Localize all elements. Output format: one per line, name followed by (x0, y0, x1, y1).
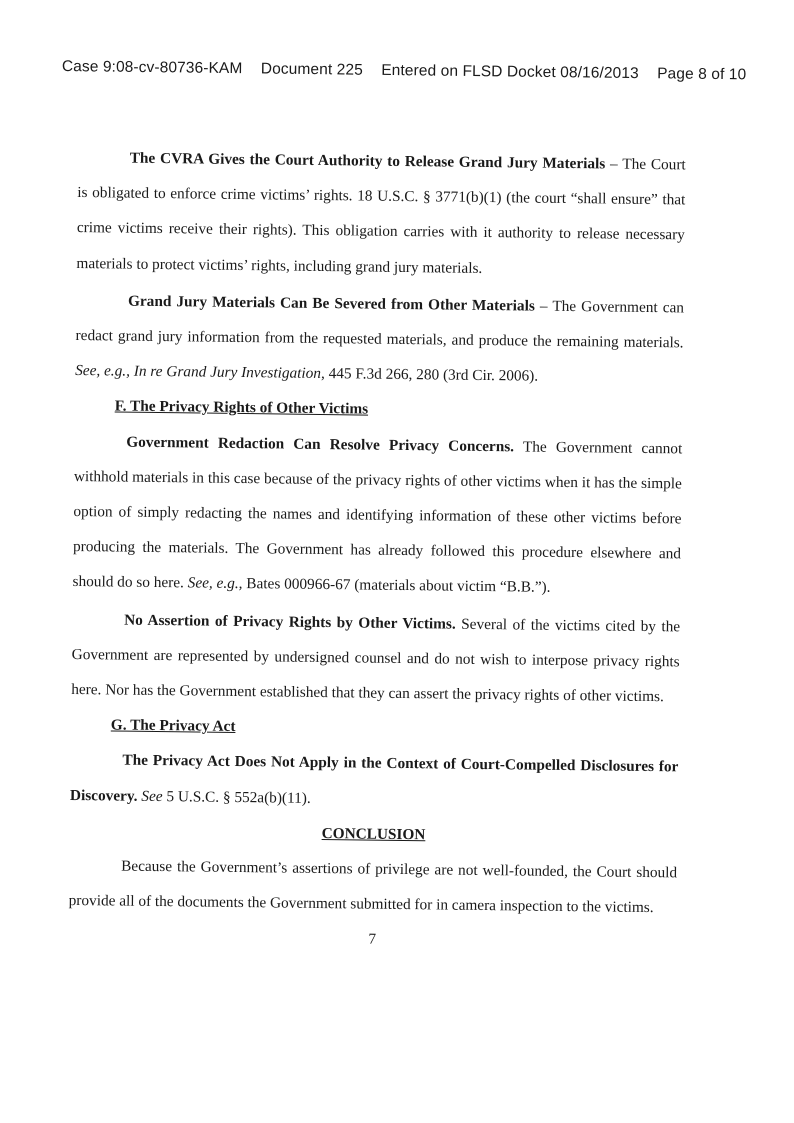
page-number: 7 (368, 931, 377, 949)
lead-cvra: The CVRA Gives the Court Authority to Release Grand Jury Materials (129, 149, 606, 173)
cite-rest-privacy-act: 5 U.S.C. § 552a(b)(11). (162, 787, 311, 807)
text-redaction: The Government cannot withhold materials in this case because of the privacy rights of other victims when it has the simple option of simply redacting the names and identifying information of these other victims before producing the materials. The Government has already followed this procedure elsewhere and should do so here. (72, 437, 683, 592)
cite-rest-severed: , 445 F.3d 266, 280 (3rd Cir. 2006). (320, 365, 539, 385)
page-indicator: Page 8 of 10 (657, 65, 747, 84)
cite-privacy-act: See (137, 787, 163, 805)
document-body (68, 140, 686, 961)
text-cvra: – The Court is obligated to enforce crime victims’ rights. 18 U.S.C. § 3771(b)(1) (the court “shall ensure” that crime victims receive their rights). This obligation carries with it authority to release necessary materials to protect victims’ rights, including grand jury materials. (76, 155, 686, 277)
cite-redaction: See, e.g., (187, 574, 243, 593)
paragraph-no-assertion (71, 602, 680, 715)
paragraph-redaction (72, 424, 682, 607)
lead-redaction: Government Redaction Can Resolve Privacy Concerns. (126, 433, 515, 455)
heading-privacy-act: G. The Privacy Act (110, 716, 236, 736)
lead-no-assertion: No Assertion of Privacy Rights by Other Victims. (124, 611, 456, 633)
case-number: Case 9:08-cv-80736-KAM (61, 58, 243, 78)
paragraph-conclusion: Because the Government’s assertions of privilege are not well-founded, the Court should provide all of the documents the Government submitted for in camera inspection to the victims. (68, 857, 678, 917)
docket-header (61, 58, 747, 84)
text-severed: – The Government can redact grand jury information from the requested materials, and produce the remaining materials. (75, 297, 685, 352)
heading-conclusion: CONCLUSION (321, 824, 426, 844)
paragraph-cvra (76, 140, 686, 288)
document-number: Document 225 (260, 60, 363, 79)
lead-severed: Grand Jury Materials Can Be Severed from Other Materials (127, 292, 535, 315)
heading-privacy-rights: F. The Privacy Rights of Other Victims (114, 397, 369, 418)
paragraph-severed (75, 283, 684, 396)
text-no-assertion: Several of the victims cited by the Government are represented by undersigned counsel and do not wish to interpose privacy rights here. Nor has the Government established that they can assert the privacy rights of other victims. (71, 615, 681, 706)
cite-rest-redaction: Bates 000966-67 (materials about victim “B.B.”). (242, 575, 551, 597)
cite-severed: See, e.g., In re Grand Jury Investigation (75, 362, 322, 383)
lead-privacy-act: The Privacy Act Does Not Apply in the Context of Court-Compelled Disclosures for Discovery. (69, 752, 679, 805)
paragraph-privacy-act (70, 742, 679, 820)
docket-entry: Entered on FLSD Docket 08/16/2013 (381, 61, 639, 83)
